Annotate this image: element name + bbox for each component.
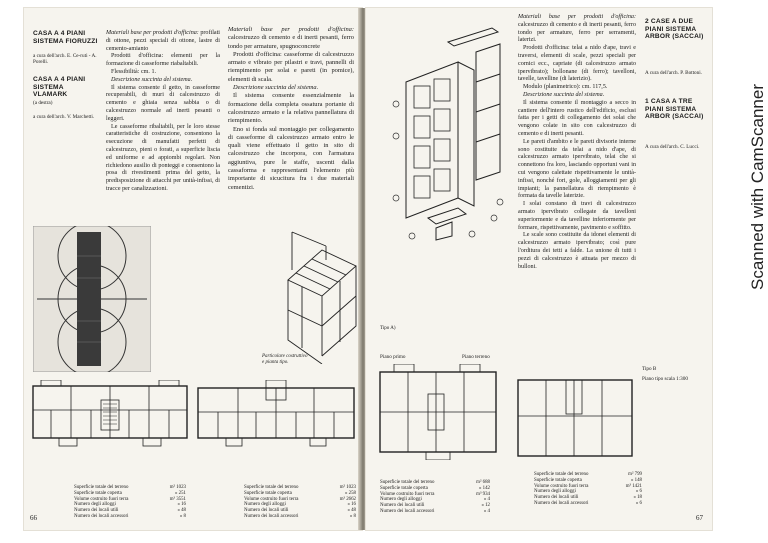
page-number-left: 66 <box>30 514 37 522</box>
credit-lucci: A cura dell'arch. C. Lucci. <box>645 144 700 150</box>
label-tipo-b: Tipo B <box>642 366 657 372</box>
stats-row: Numero dei locali accessori » 4 <box>380 508 490 514</box>
stats-row: Superficie totale coperta » 148 <box>534 477 642 483</box>
stats-row: Superficie totale del terreno m² 1023 <box>244 485 356 490</box>
stats-table-fioruzzi <box>74 485 186 520</box>
text-column-vlamark: Materiali base per prodotti d'officina: calcestruzzo di cemento e di inerti pesanti, ferro tondo per armature, spugnoconcrete Prodotti d'officina: casseforme di calcestruzzo armato e vibrato per pilastri e travi, pannelli di riempimento per solai e pareti (in pomice), elementi di scala. Descrizione succinta del sistema. Il sistema consente essenzialmente la formazione della completa ossatura portante di calcestruzzo armato e la relativa pannellatura di riempimento. Eno si fonda sul montaggio per collegamento di casseforme di calcestruzzo armato entro le quali viene effettuato il getto in sito di calcestruzzo che incorpora, con l'armatura aggiuntiva, pure le staffe, uscenti dalla cassaforma e rappresentanti l'elemento più importante di sicucitura fra i due materiali cementizi. <box>228 26 354 191</box>
credit-fioruzzi: a cura dell'arch. E. Ce-ruti - A. Porelli. <box>33 53 97 66</box>
stats-table-arbor-three <box>534 472 642 507</box>
stats-row: Numero degli alloggi » 4 <box>380 497 490 503</box>
vlamark-note: (a destra) <box>33 100 53 106</box>
stats-row: Volume costruito fuori terra m³ 2662 <box>244 496 356 502</box>
stats-row: Superficie totale del terreno m² 1023 <box>74 485 186 490</box>
label-piano-primo: Piano primo <box>380 354 406 360</box>
stats-row: Numero dei locali accessori » 6 <box>534 500 642 506</box>
stats-row: Volume costruito fuori terra m³ 3551 <box>74 496 186 502</box>
right-page <box>366 8 712 530</box>
stats-row: Superficie totale coperta » 251 <box>74 490 186 496</box>
floor-plan-tipo-a <box>378 364 498 460</box>
formwork-circle-diagram <box>33 226 151 372</box>
stats-row: Numero dei locali utili » 18 <box>534 495 642 501</box>
stats-row: Numero dei locali utili » 48 <box>74 508 186 514</box>
floor-plan-vlamark <box>196 380 358 450</box>
stats-row: Numero degli alloggi » 16 <box>74 502 186 508</box>
stats-row: Numero dei locali accessori » 8 <box>74 513 186 519</box>
left-page <box>24 8 362 530</box>
label-tipo-b-scale: Piano tipo scala 1:300 <box>642 376 688 382</box>
stats-row: Numero dei locali utili » 12 <box>380 503 490 509</box>
stats-row: Numero dei locali utili » 48 <box>244 508 356 514</box>
label-piano-terreno: Piano terreno <box>462 354 490 360</box>
stats-row: Volume costruito fuori terra m³ 1421 <box>534 483 642 489</box>
stats-row: Superficie totale del terreno m² 799 <box>534 472 642 477</box>
text-column-arbor: Materiali base per prodotti d'officina: calcestruzzo di cemento e di inerti pesanti, ferro tondo per armature, ferro per serramenti, laterizi. Prodotti d'officina: telai a nido d'ape, travi e traversi, elementi di scale, pezzi speciali per cornici ecc., capriate (di calcestruzzo armato ipervibrato); bollonane (di ferro); tavelloni, tavelle, tavelline (di laterizio). Modulo (planimetrico): cm. 117,5. Descrizione succinta del sistema. Il sistema consente il montaggio a secco in cantiere dell'intero rustico dell'edificio, esclusi fatta per i getti di collegamento dei solai che vengono colate in sito con calcestruzzo di cemento e di inerti pesanti. Le pareti d'ambito e le pareti divisorie interne sono costituite da telai a nido d'ape, di calcestruzzo armato ipervibrato, telai che si connettono fra loro, lasciando opportuni vani in cui vengono calettate rispettivamente le unità-infissi, nonché fori, gole, alloggiamenti per gli impianti; la pannellatura di riempimento è formata da tavelle laterizie. I solai constano di travi di calcestruzzo armato ipervibrato collegate da tavelloni superiormente e da tavelline inferiormente per formare, rispettivamente, pavimento e soffitto. Le scale sono costituite da idonei elementi di calcestruzzo armato ipervibrato; così pure l'orditura dei tetti a falde. La unione di tutti i pezzi di calcestruzzo è attuata per mezzo di bulloni. <box>518 14 636 270</box>
stats-row: Superficie totale coperta » 258 <box>244 490 356 496</box>
text-column-fioruzzi: Materiali base per prodotti d'officina: profilati di ottone, pezzi speciali di ottone, lastre di cemento-amianto Prodotti d'officina: elementi per la formazione di casseforme riabaltabili. Flessibilità: cm. 1. Descrizione succinta del sistema. Il sistema consente il getto, in casseforme recuperabili, di muri di calcestruzzo di cemento e ghiaia senza sabbia o di calcestruzzo normale ad inerti pesanti o leggeri. Le casseforme ribaltabili, per le loro stesse caratteristiche di costruzione, consentono la esecuzione di manufatti perfetti di calcestruzzo, pieni o forati, a superficie liscia ed uniforme e ad appiombi regolari. Non richiedono ausilio di ponteggi e consentono la posa di rivestimenti prima del getto, la predisposizione di attacchi per unità-infissi, di tracce per canalizzazioni. <box>106 30 220 192</box>
watermark-text: Scanned with CamScanner <box>748 83 767 290</box>
credit-bottoni: A cura dell'arch. P. Bottoni. <box>645 70 702 76</box>
stats-row: Numero degli alloggi » 6 <box>534 489 642 495</box>
isometric-frame-drawing <box>282 230 358 364</box>
stats-row: Numero dei locali accessori » 8 <box>244 513 356 519</box>
stats-row: Superficie totale coperta » 142 <box>380 485 490 491</box>
scanner-watermark <box>712 8 768 530</box>
section-title-fioruzzi: CASA A 4 PIANI SISTEMA FIORUZZI <box>33 30 98 45</box>
credit-vlamark: a cura dell'arch. V. Marchetti. <box>33 114 95 120</box>
section-title-arbor-two: 2 CASE A DUE PIANI SISTEMA ARBOR (SACCAI) <box>645 18 704 41</box>
column-heading: Materiali base per prodotti d'officina: <box>106 30 199 36</box>
label-tipo-a: Tipo A) <box>380 326 396 331</box>
section-title-vlamark: CASA A 4 PIANI SISTEMA VLAMARK <box>33 76 86 99</box>
stats-row: Numero degli alloggi » 16 <box>244 502 356 508</box>
stats-row: Volume costruito fuori terra m³ 934 <box>380 491 490 497</box>
stats-table-vlamark <box>244 485 356 520</box>
page-number-right: 67 <box>696 514 703 522</box>
floor-plan-fioruzzi <box>31 380 191 450</box>
figure-caption: Particolare costruttivo e pianta tipo. <box>262 354 308 365</box>
floor-plan-tipo-b <box>516 376 634 460</box>
stats-table-arbor-two <box>380 480 490 515</box>
stats-row: Superficie totale del terreno m² 688 <box>380 480 490 485</box>
exploded-panel-drawing <box>388 22 506 242</box>
section-title-arbor-three: 1 CASA A TRE PIANI SISTEMA ARBOR (SACCAI) <box>645 98 704 121</box>
